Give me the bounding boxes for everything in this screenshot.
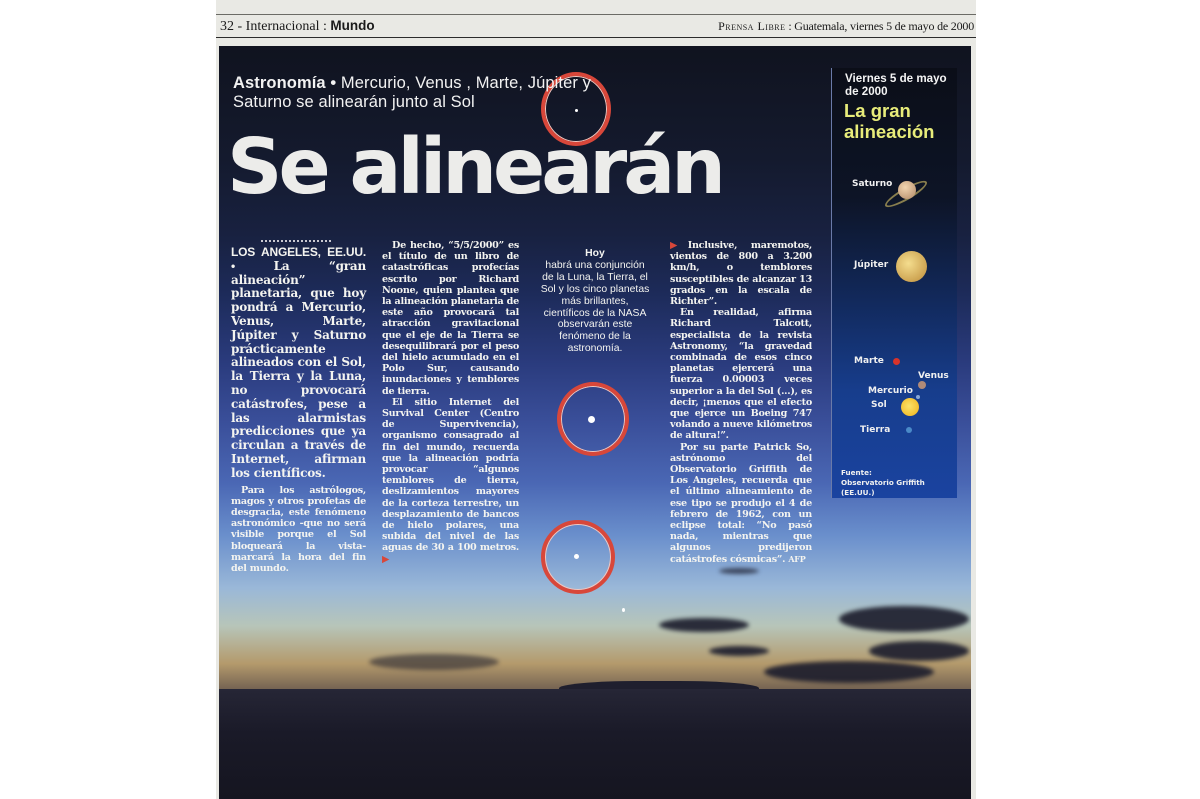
planet-label-sol: Sol	[871, 400, 887, 410]
cloud	[719, 568, 759, 574]
kicker-label: Astronomía •	[233, 74, 337, 92]
venus-planet-icon	[918, 381, 926, 389]
source-text: Observatorio Griffith (EE.UU.)	[841, 478, 925, 497]
page-number: 32	[220, 19, 234, 34]
source-label: Fuente:	[841, 468, 872, 477]
headline: Se alinearán	[227, 123, 722, 212]
paragraph-text: El sitio Internet del Survival Center (Centro de Supervivencia), organismo consagrado al fin del mundo, recuerda que la alineación podría provocar “algunos temblores de tierra, deslizamientos mayores de la corteza terrestre, un desplazamiento de bancos de hielo polares, una subida del nivel de las aguas de 30 a 100 metros.	[382, 396, 519, 554]
cloud	[869, 641, 969, 661]
saturno-planet-icon	[898, 181, 916, 199]
folio-separator: -	[237, 19, 243, 34]
planet-label-jupiter: Júpiter	[854, 260, 889, 270]
newspaper-page	[216, 0, 976, 799]
dotted-rule	[261, 240, 331, 242]
paragraph: De hecho, “5/5/2000” es el título de un libro de catastróficas profecías escrito por Richard Noone, quien plantea que la alineación planetaria de este año provocará tal atracción gravitacional que el eje de la Tierra se desequilibrará por el peso del hielo acumulado en el Polo Sur, causando inundaciones y temblores de tierra.	[382, 240, 519, 397]
subsection-name: Mundo	[330, 18, 375, 33]
section-name: Internacional :	[245, 19, 327, 34]
planet-dot	[588, 416, 595, 423]
article-kicker	[233, 74, 593, 112]
continue-arrow-icon: ▶	[670, 240, 688, 251]
sidebar-source	[841, 468, 957, 498]
cloud	[709, 646, 769, 656]
cloud	[764, 661, 934, 683]
planet-label-marte: Marte	[854, 356, 884, 366]
sidebar-date: Viernes 5 de mayo de 2000	[845, 72, 947, 98]
cloud	[659, 618, 749, 632]
planet-label-mercurio: Mercurio	[868, 386, 913, 396]
sol-sun-icon	[901, 398, 919, 416]
sidebar-title: La gran alineación	[844, 100, 935, 142]
paragraph	[670, 442, 812, 565]
marte-planet-icon	[893, 358, 900, 365]
horizon	[219, 689, 971, 799]
sky-photo	[219, 46, 971, 799]
planet-label-venus: Venus	[918, 371, 949, 381]
folio-section	[220, 18, 375, 35]
infographic-sidebar	[831, 68, 957, 498]
paragraph-text: Por su parte Patrick So, astrónomo del Observatorio Griffith de Los Angeles, recuerda que el último alineamiento de ese tipo se produjo el 4 de febrero de 1962, con un eclipse total: “No pasó nada, mientras que algunos predijeron catástrofes cósmicas”.	[670, 441, 812, 565]
issue-date: : Guatemala, viernes 5 de mayo de 2000	[788, 19, 974, 33]
paragraph-text: Inclusive, maremotos, vientos de 800 a 3.200 km/h, o temblores susceptibles de alcanzar 13 grados en la escala de Richter”.	[670, 240, 812, 308]
dateline: LOS ANGELES, EE.UU. •	[231, 245, 366, 273]
agency-credit: AFP	[788, 553, 806, 564]
lead-text: La “gran alineación” planetaria, que hoy pondrá a Mercurio, Venus, Marte, Júpiter y Saturno prácticamente alineados con el Sol, la Tierra y la Luna, no provocará catástrofes, pese a las alarmistas predicciones que ya circulan a través de Internet, afirman los científicos.	[231, 258, 367, 480]
caption-lead: Hoy	[585, 248, 605, 259]
planet-label-tierra: Tierra	[860, 425, 891, 435]
paragraph: En realidad, afirma Richard Talcott, especialista de la revista Astronomy, “la gravedad combinada de esos cinco planetas ejercerá una fuerza 0.00003 veces superior a la del Sol (...), es decir, ¡menos que el efecto que ejerce un Boeing 747 volando a nueve kilómetros de altura!”.	[670, 307, 812, 442]
kicker-text: Mercurio, Venus , Marte, Júpiter y Saturno se alinearán junto al Sol	[233, 74, 592, 111]
mercurio-planet-icon	[916, 395, 920, 399]
planet-dot	[574, 554, 579, 559]
tierra-planet-icon	[906, 427, 912, 433]
cloud	[839, 606, 969, 632]
jupiter-planet-icon	[896, 251, 927, 282]
planet-label-saturno: Saturno	[852, 179, 893, 189]
article-column-1	[231, 240, 366, 574]
planet-dot	[622, 608, 625, 612]
paragraph: Para los astrólogos, magos y otros profetas de desgracia, este fenómeno astronómico -que no será visible porque el Sol bloqueará la vista- marcará la hora del fin del mundo.	[231, 484, 366, 574]
cloud	[369, 654, 499, 670]
page-folio	[216, 14, 976, 38]
newspaper-name: Prensa Libre	[718, 19, 786, 33]
paragraph	[382, 397, 519, 565]
article-column-2	[382, 240, 519, 565]
article-column-4	[670, 240, 812, 565]
continue-arrow-icon: ▶	[382, 553, 390, 565]
paragraph	[670, 240, 812, 307]
lead-paragraph	[231, 246, 366, 481]
caption-text: habrá una conjunción de la Luna, la Tierra, el Sol y los cinco planetas más brillantes, científicos de la NASA observarán este fenómeno de la astronomía.	[540, 259, 650, 355]
photo-caption	[539, 248, 651, 355]
folio-masthead	[718, 19, 974, 34]
